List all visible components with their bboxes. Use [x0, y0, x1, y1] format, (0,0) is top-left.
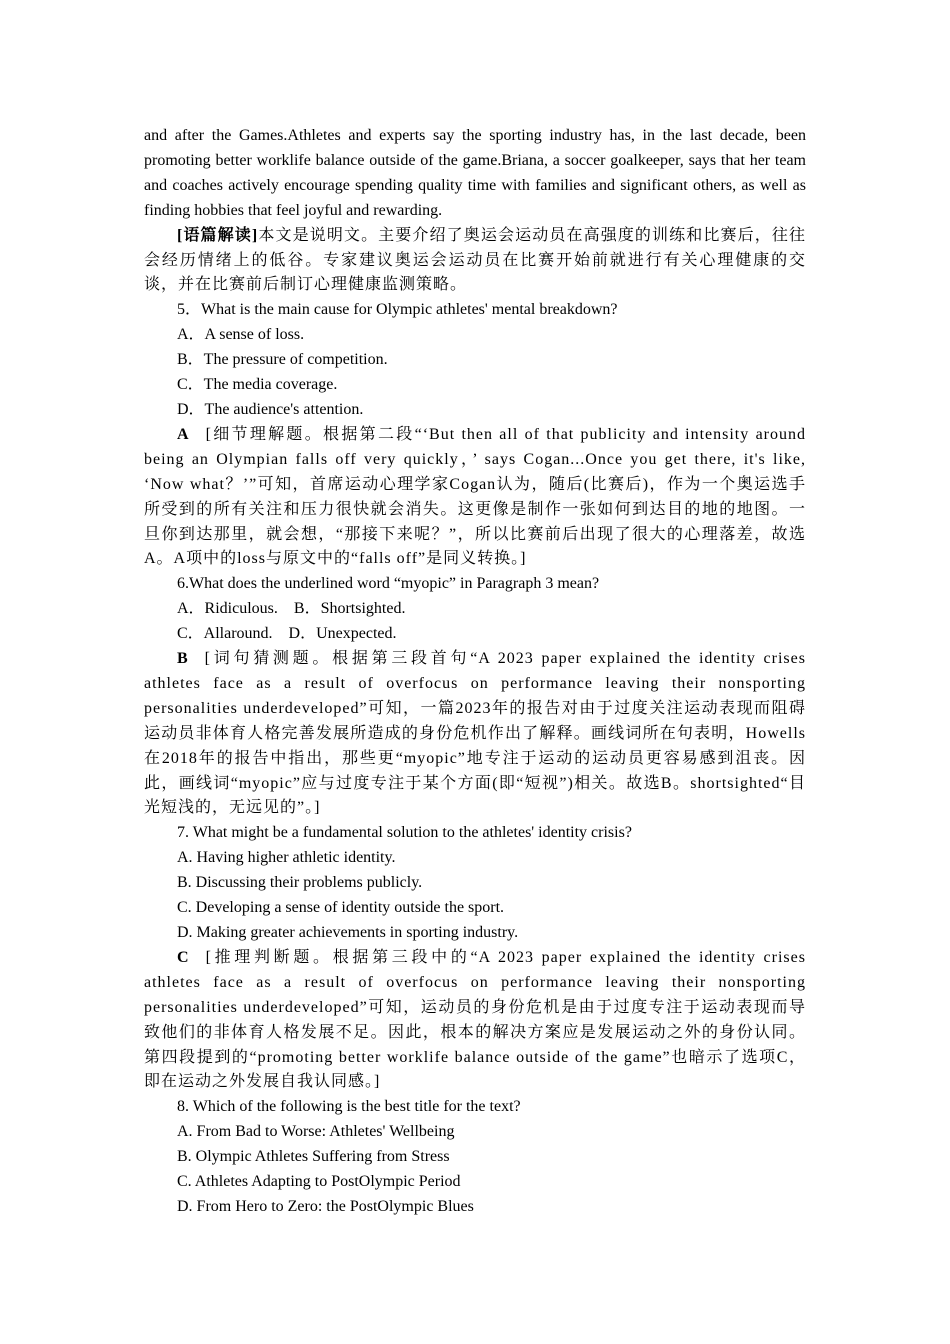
- question-7-stem: 7. What might be a fundamental solution to the athletes' identity crisis?: [177, 824, 632, 842]
- document-page: [144, 124, 806, 1220]
- question-5-option-d: D．The audience's attention.: [177, 400, 364, 418]
- question-7-option-a: A. Having higher athletic identity.: [177, 849, 396, 867]
- question-5-option-a: A．A sense of loss.: [177, 326, 305, 344]
- reading-note-text: 本文是说明文。主要介绍了奥运会运动员在高强度的训练和比赛后，往往会经历情绪上的低谷。专家建议奥运会运动员在比赛开始前就进行有关心理健康的交谈，并在比赛前后制订心理健康监测策略。: [144, 226, 806, 294]
- question-8-option-c: C. Athletes Adapting to PostOlympic Period: [177, 1173, 461, 1191]
- reading-note-tag: [语篇解读]: [177, 226, 259, 244]
- question-6-explanation: [144, 647, 806, 821]
- reading-note: [144, 224, 806, 299]
- question-7-answer: C: [177, 948, 190, 966]
- question-6-options-ab: A．Ridiculous. B．Shortsighted.: [177, 600, 406, 618]
- question-7-option-c: C. Developing a sense of identity outside the sport.: [177, 899, 505, 917]
- question-7-option-b: B. Discussing their problems publicly.: [177, 874, 423, 892]
- question-6-stem: 6.What does the underlined word “myopic” in Paragraph 3 mean?: [177, 575, 600, 593]
- question-6-explanation-text: [词句猜测题。根据第三段首句“A 2023 paper explained the identity crises athletes face as a result of overfocus on performance leaving their nonsporting personalities underdeveloped”可知，一篇2023年的报告对由于过度关注运动表现而阻碍运动员非体育人格完善发展所造成的身份危机作出了解释。画线词所在句表明，Howells在2018年的报告中指出，那些更“myopic”地专注于运动的运动员更容易感到沮丧。因此，画线词“myopic”应与过度专注于某个方面(即“短视”)相关。故选B。shortsighted“目光短浅的，无远见的”。]: [144, 650, 806, 817]
- question-8-option-d: D. From Hero to Zero: the PostOlympic Blues: [177, 1197, 474, 1215]
- question-8-option-a: A. From Bad to Worse: Athletes' Wellbeing: [177, 1123, 455, 1141]
- question-5-explanation: [144, 423, 806, 572]
- question-6-options-cd: C．Allaround. D．Unexpected.: [177, 625, 397, 643]
- question-7-option-d: D. Making greater achievements in sporting industry.: [177, 924, 519, 941]
- passage-paragraph: and after the Games.Athletes and experts say the sporting industry has, in the last decade, been promoting better worklife balance outside of the game.Briana, a soccer goalkeeper, says that her team and coaches actively encourage spending quality time with families and significant others, as well as finding hobbies that feel joyful and rewarding.: [144, 127, 806, 219]
- question-5-answer: A: [177, 425, 190, 443]
- question-5-stem: 5．What is the main cause for Olympic athletes' mental breakdown?: [177, 301, 618, 319]
- question-6-answer: B: [177, 650, 189, 668]
- question-5-option-b: B．The pressure of competition.: [177, 351, 388, 369]
- question-8-stem: 8. Which of the following is the best title for the text?: [177, 1098, 521, 1116]
- question-8-option-b: B. Olympic Athletes Suffering from Stress: [177, 1148, 450, 1166]
- question-7-explanation: [144, 946, 806, 1095]
- question-7-explanation-text: [推理判断题。根据第三段中的“A 2023 paper explained the identity crises athletes face as a result of overfocus on performance leaving their nonsporting personalities underdeveloped”可知，运动员的身份危机是由于过度专注于运动表现而导致他们的非体育人格发展不足。因此，根本的解决方案应是发展运动之外的身份认同。第四段提到的“promoting better worklife balance outside of the game”也暗示了选项C，即在运动之外发展自我认同感。]: [144, 948, 806, 1091]
- question-5-option-c: C．The media coverage.: [177, 376, 338, 394]
- question-5-explanation-text: [细节理解题。根据第二段“‘But then all of that publicity and intensity around being an Olympian falls off very quickly，’ says Cogan...Once you get there, it's like, ‘Now what？’”可知，首席运动心理学家Cogan认为，随后(比赛后)，作为一个奥运选手所受到的所有关注和压力很快就会消失。这更像是制作一张如何到达目的地的地图。一旦你到达那里，就会想，“那接下来呢？”，所以比赛前后出现了很大的心理落差，故选A。A项中的loss与原文中的“falls off”是同义转换。]: [144, 425, 806, 568]
